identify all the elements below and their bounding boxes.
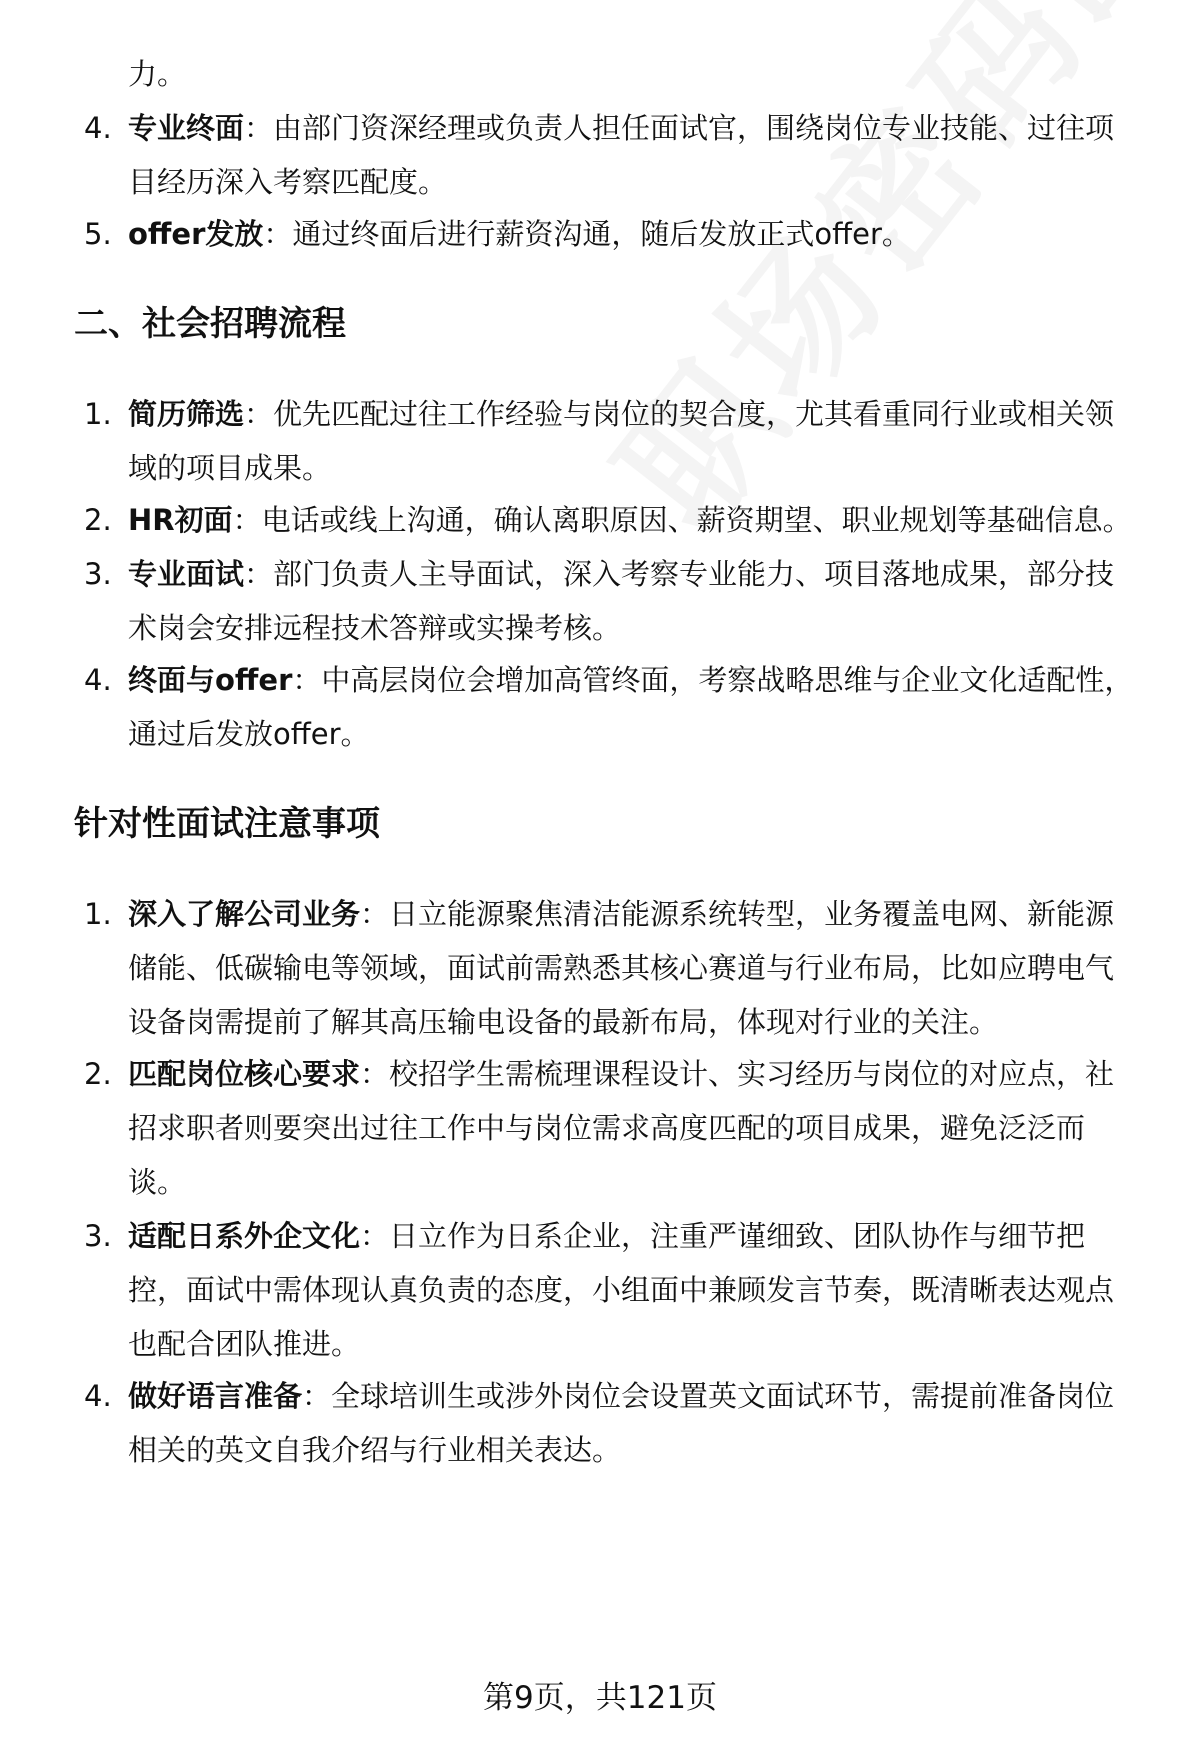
item-text: 域的项目成果。 [128, 451, 332, 485]
item-text: 通过后发放offer。 [128, 717, 370, 751]
list-number: 2. [84, 1057, 112, 1091]
item-title: 专业面试 [128, 557, 245, 591]
item-text: 术岗会安排远程技术答辩或实操考核。 [128, 611, 622, 645]
item-title: 做好语言准备 [128, 1379, 303, 1413]
list-number: 4. [84, 663, 112, 697]
section-heading: 针对性面试注意事项 [74, 804, 380, 844]
list-number: 3. [84, 557, 112, 591]
item-title: 专业终面 [128, 111, 245, 145]
item-text: ：优先匹配过往工作经验与岗位的契合度，尤其看重同行业或相关领 [244, 397, 1115, 431]
item-text: ：部门负责人主导面试，深入考察专业能力、项目落地成果，部分技 [244, 557, 1115, 591]
item-text: 相关的英文自我介绍与行业相关表达。 [128, 1433, 622, 1467]
section-heading: 二、社会招聘流程 [74, 304, 346, 344]
item-text: 储能、低碳输电等领域，面试前需熟悉其核心赛道与行业布局，比如应聘电气 [128, 951, 1115, 985]
item-title: 匹配岗位核心要求 [128, 1057, 361, 1091]
item-text: ：日立能源聚焦清洁能源系统转型，业务覆盖电网、新能源 [360, 897, 1115, 931]
list-number: 2. [84, 503, 112, 537]
item-text: ：全球培训生或涉外岗位会设置英文面试环节，需提前准备岗位 [302, 1379, 1115, 1413]
list-number: 5. [84, 217, 112, 251]
list-number: 1. [84, 397, 112, 431]
item-text: ：校招学生需梳理课程设计、实习经历与岗位的对应点，社 [360, 1057, 1115, 1091]
item-title: offer发放 [128, 217, 264, 251]
item-text: 控，面试中需体现认真负责的态度，小组面中兼顾发言节奏，既清晰表达观点 [128, 1273, 1115, 1307]
item-text: 设备岗需提前了解其高压输电设备的最新布局，体现对行业的关注。 [128, 1005, 999, 1039]
item-title: 深入了解公司业务 [128, 897, 361, 931]
item-text: 谈。 [128, 1165, 187, 1199]
continuation-line: 力。 [128, 57, 187, 91]
list-number: 4. [84, 1379, 112, 1413]
item-title: 简历筛选 [128, 397, 245, 431]
item-text: ：电话或线上沟通，确认离职原因、薪资期望、职业规划等基础信息。 [232, 503, 1132, 537]
list-number: 1. [84, 897, 112, 931]
item-text: ：中高层岗位会增加高管终面，考察战略思维与企业文化适配性， [292, 663, 1134, 697]
watermark [560, 0, 1200, 563]
item-text: ：由部门资深经理或负责人担任面试官，围绕岗位专业技能、过往项 [244, 111, 1115, 145]
item-text: ：日立作为日系企业，注重严谨细致、团队协作与细节把 [360, 1219, 1086, 1253]
item-title: 适配日系外企文化 [128, 1219, 361, 1253]
item-title: HR初面 [128, 503, 233, 537]
page-number: 第9页，共121页 [483, 1680, 717, 1716]
item-text: 目经历深入考察匹配度。 [128, 165, 448, 199]
list-number: 4. [84, 111, 112, 145]
list-number: 3. [84, 1219, 112, 1253]
item-title: 终面与offer [128, 663, 293, 697]
item-text: 招求职者则要突出过往工作中与岗位需求高度匹配的项目成果，避免泛泛而 [128, 1111, 1086, 1145]
item-text: ：通过终面后进行薪资沟通，随后发放正式offer。 [263, 217, 911, 251]
item-text: 也配合团队推进。 [128, 1327, 361, 1361]
